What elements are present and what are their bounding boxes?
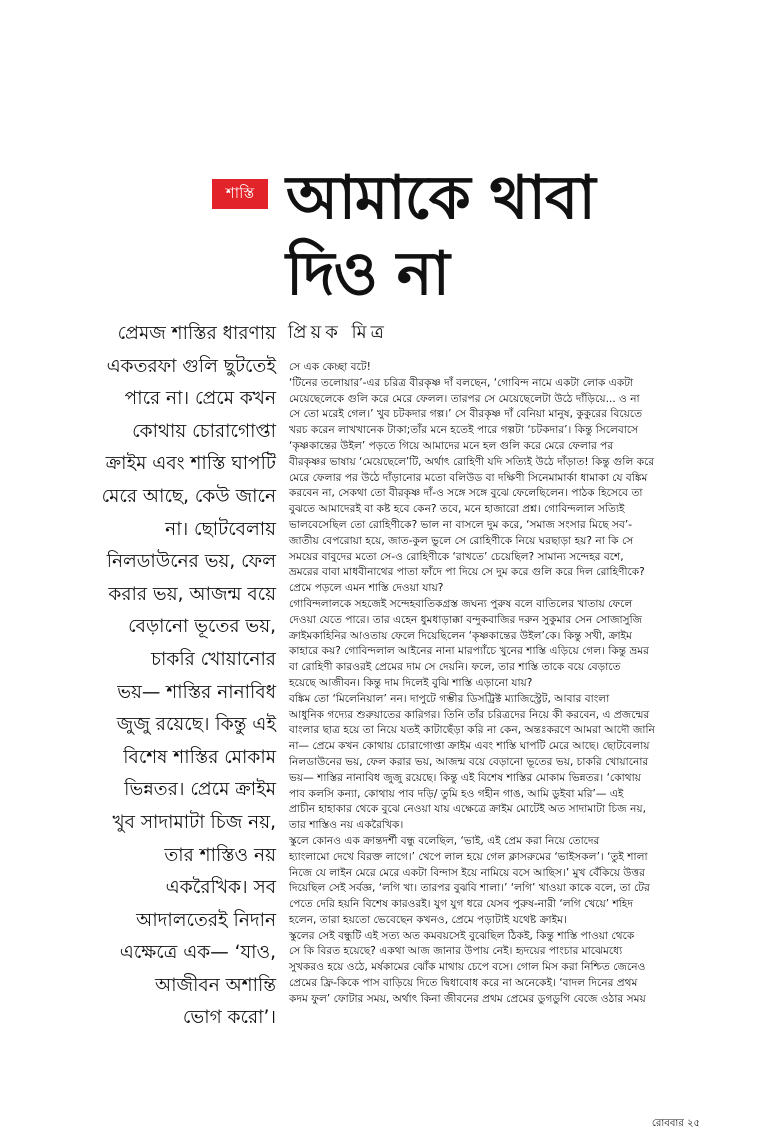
article-body [289, 360, 756, 1008]
paragraph: বঙ্কিম তো ‘মিলেনিয়াল’ নন। দাপুটে গম্ভীর ডিসট্রিক্ট ম্যাজিস্ট্রেট, আবার বাংলা আধুনিক গদ্যের শুরুয়াতের কারিগর। তিনি তাঁর চরিত্রদের নিয়ে কী করবেন, এ প্রজন্মের বাংলার ছাত্র হয়ে তা নিয়ে যতই কাটাছেঁড়া করি না কেন, অন্তঃকরণে আমরা আদৌ জানি না— প্রেমে কখন কোথায় চোরাগোপ্তা ক্রাইম এবং শাস্তি ঘাপটি মেরে আছে। ছোটবেলায় নিলডাউনের ভয়, ফেল করার ভয়, আজন্ম বয়ে বেড়ানো ভূতের ভয়, চাকরি খোয়ানোর ভয়— শাস্তির নানাবিধ জুজু রয়েছে। কিন্তু এই বিশেষ শাস্তির মোকাম ভিন্নতর। ‘কোথায় পাব কলসি কন্যা, কোথায় পাব দড়ি/ তুমি হও গহীন গাঙ, আমি ডুইবা মরি’— এই প্রাচীন হাহাকার থেকে বুঝে নেওয়া যায় এক্ষেত্রে ক্রাইম মোটেই অত সাদামাটা চিজ নয়, তার শাস্তিও নয় একরৈখিক। [289, 692, 655, 832]
title-line-2: দিও না [286, 239, 449, 309]
section-tag: শাস্তি [212, 179, 268, 209]
pull-quote [10, 318, 276, 1035]
paragraph: সে এক কেচ্ছা বটে! [289, 361, 371, 373]
article-title [286, 160, 756, 312]
title-line-1: আমাকে থাবা [286, 163, 595, 233]
paragraph: স্কুলে কোনও এক ক্রান্তদর্শী বন্ধু বলেছিল, ‘ভাই, এই প্রেম করা নিয়ে তোদের হ্যাংলামো দেখে বিরক্ত লাগে।’ খেপে লাল হয়ে গেল ক্লাসরুমের ‘ভাইসকল’। ‘তুই শালা নিজে যে লাইন মেরে মেরে একটা বিন্দাস ইয়ে নামিয়ে বসে আছিস।’ মুখ বেঁকিয়ে উত্তর দিয়েছিল সেই সর্বজ্ঞ, ‘লগি খা। তারপর বুঝবি শালা।’ ‘লগি’ খাওয়া কাকে বলে, তা টের পেতে দেরি হয়নি বিশেষ কারওরই। যুগ যুগ ধরে যেসব পুরুষ-নারী ‘লগি খেয়ে’ শহিদ হলেন, তারা হয়তো ভেবেছেন কখনও, প্রেমে পড়াটাই যথেষ্ট ক্রাইম। [289, 834, 650, 926]
page-folio: রোববার ২৫ [651, 1118, 700, 1129]
paragraph: স্কুলের সেই বন্ধুটি এই সত্য অত কমবয়সেই বুঝেছিল ঠিকই, কিন্তু শাস্তি পাওয়া থেকে সে কি বিরত হয়েছে? একথা আজ জানার উপায় নেই। হৃদয়ের পাংচার মাঝেমধ্যে সুখকরও হয়ে ওঠে, মর্ষকামের ঝোঁক মাথায় চেপে বসে। গোল মিস করা নিশ্চিত জেনেও প্রেমের ফ্রি-কিকে পাস বাড়িয়ে দিতে দ্বিধাবোধ করে না অনেকেই। ‘বাদল দিনের প্রথম কদম ফুল’ ফোটার সময়, অর্থাৎ কিনা জীবনের প্রথম প্রেমের ডুগডুগি বেজে ওঠার সময় [289, 929, 646, 1005]
paragraph: গোবিন্দলালকে সহজেই সন্দেহবাতিকগ্রস্ত জঘন্য পুরুষ বলে বাতিলের খাতায় ফেলে দেওয়া যেতে পারে। তার এহেন ধুমধাড়াক্কা বন্দুকবাজির দরুন সুকুমার সেন সোজাসুজি ক্রাইমকাহিনির আওতায় ফেলে দিয়েছিলেন ‘কৃষ্ণকান্তের উইল’কে। কিন্তু সখী, ক্রাইম কাহারে কয়? গোবিন্দলাল আইনের নানা মারপ্যাঁচে খুনের শাস্তি এড়িয়ে গেল। কিন্তু ভ্রমর বা রোহিণী কারওরই প্রেমের দাম সে দেয়নি। ফলে, তার শাস্তি তাকে বয়ে বেড়াতে হয়েছে আজীবন। কিন্তু দাম দিলেই বুঝি শাস্তি এড়ানো যায়? [289, 597, 649, 689]
byline: প্রিয়ক মিত্র [288, 322, 388, 343]
paragraph: ‘টিনের তলোয়ার’-এর চরিত্র বীরকৃষ্ণ দাঁ বলছেন, ‘গোবিন্দ নামে একটা লোক একটা মেয়েছেলেকে গুলি করে মেরে ফেলল। তারপর সে মেয়েছেলেটা উঠে দাঁড়িয়ে... ও না সে তো মরেই গেল।’ খুব চটকদার গল্প।’ সে বীরকৃষ্ণ দাঁ বেনিয়া মানুষ, কুকুরের বিয়েতে খরচ করেন লাখখানেক টাকা;তাঁর মনে হতেই পারে গল্পটা ‘চটকদার’। কিন্তু সিলেবাসে ‘কৃষ্ণকান্তের উইল’ পড়তে গিয়ে আমাদের মনে হল গুলি করে মেরে ফেলার পর বীরকৃষ্ণর ভাষায় ‘মেয়েছেলে’টি, অর্থাৎ রোহিণী যদি সত্যিই উঠে দাঁড়াত! কিন্তু গুলি করে মেরে ফেলার পর উঠে দাঁড়ানোর মতো বলিউড বা দক্ষিণী সিনেমামার্কা ধামাকা যে বঙ্কিম করবেন না, সেকথা তো বীরকৃষ্ণ দাঁ-ও সঙ্গে সঙ্গে বুঝে ফেলেছিলেন। পাঠক হিসেবে তা বুঝতে আমাদেরই বা কষ্ট হবে কেন? তবে, মনে হাজারো প্রশ্ন। গোবিন্দলাল সত্যিই ভালবেসেছিল তো রোহিণীকে? ভাল না বাসলে দুম করে, ‘সমাজ সংসার মিছে সব’- জাতীয় বেপরোয়া হয়ে, জাত-কুল ভুলে সে রোহিণীকে নিয়ে ঘরছাড়া হয়? না কি সে সময়ের বাবুদের মতো সে-ও রোহিণীকে ‘রাখতে’ চেয়েছিল? সামান্য সন্দেহর বশে, ভ্রমরের বাবা মাধবীনাথের পাতা ফাঁদে পা দিয়ে সে দুম করে গুলি করে দিল রোহিণীকে? প্রেমে পড়লে এমন শাস্তি দেওয়া যায়? [289, 376, 655, 595]
pull-quote-text: প্রেমজ শাস্তির ধারণায় একতরফা গুলি ছুটতেই পারে না। প্রেমে কখন কোথায় চোরাগোপ্তা ক্রাইম এবং শাস্তি ঘাপটি মেরে আছে, কেউ জানে না। ছোটবেলায় নিলডাউনের ভয়, ফেল করার ভয়, আজন্ম বয়ে বেড়ানো ভূতের ভয়, চাকরি খোয়ানোর ভয়— শাস্তির নানাবিধ জুজু রয়েছে। কিন্তু এই বিশেষ শাস্তির মোকাম ভিন্নতর। প্রেমে ক্রাইম খুব সাদামাটা চিজ নয়, তার শাস্তিও নয় একরৈখিক। সব আদালতেরই নিদান এক্ষেত্রে এক— ‘যাও, আজীবন অশান্তি ভোগ করো’। [101, 323, 276, 1029]
